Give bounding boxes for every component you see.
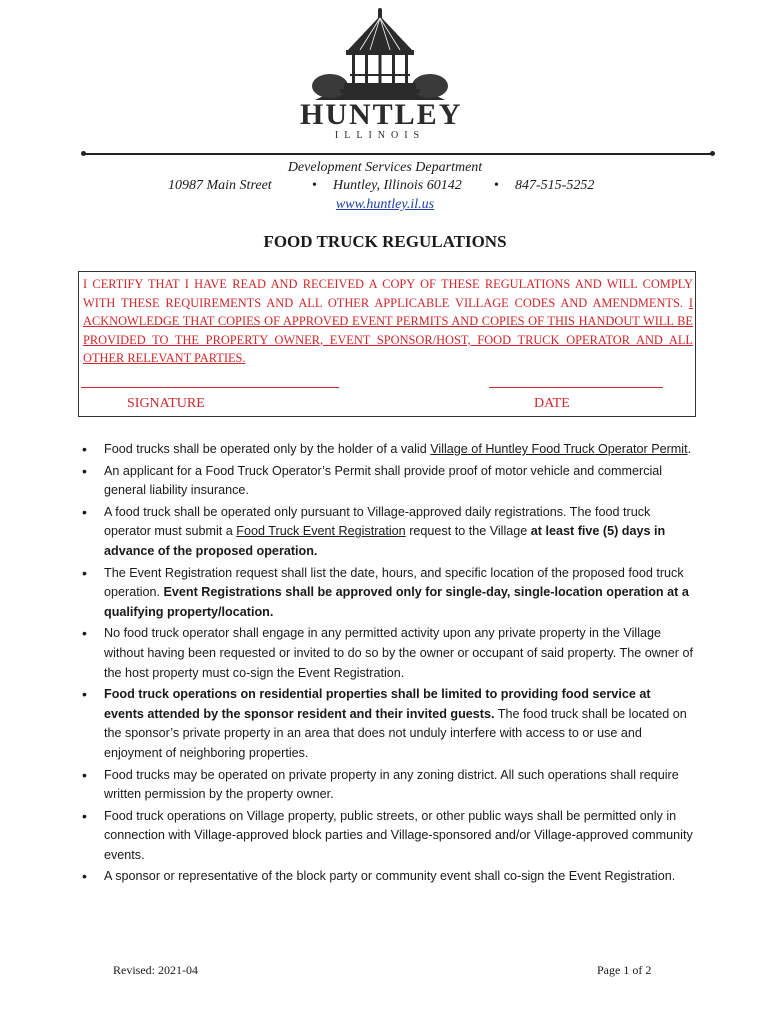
certification-text [83, 275, 693, 368]
signature-line[interactable] [81, 387, 339, 388]
rule-text: A food truck shall be operated only pursuant to Village-approved daily registrations. The food truck operator must submit a [104, 504, 651, 539]
rule-text: Food trucks may be operated on private property in any zoning district. All such operations shall require written permission by the property owner. [104, 767, 679, 802]
rule-text: . [687, 442, 692, 456]
page-title: FOOD TRUCK REGULATIONS [263, 232, 507, 251]
acknowledgement-statement: I ACKNOWLEDGE THAT COPIES OF APPROVED EVENT PERMITS AND COPIES OF THIS HANDOUT WILL BE PROVIDED TO THE PROPERTY OWNER, EVENT SPONSOR/HOST, FOOD TRUCK OPERATOR AND ALL OTHER RELEVANT PARTIES. [83, 295, 693, 365]
rule-emphasis: Event Registrations shall be approved only for single-day, single-location operation at a qualifying property/location. [104, 585, 689, 619]
list-item [78, 766, 693, 805]
city-address: Huntley, Illinois 60142 [333, 178, 462, 193]
street-address: 10987 Main Street [168, 178, 272, 193]
rule-emphasis: Food truck operations on residential properties shall be limited to providing food service at events attended by the sponsor resident and their invited guests. [104, 687, 651, 721]
list-item [78, 867, 693, 887]
phone-number: 847-515-5252 [515, 178, 595, 193]
rule-text: The Event Registration request shall list the date, hours, and specific location of the proposed food truck operation. [104, 565, 684, 600]
header-divider [83, 153, 713, 155]
logo-subtitle: ILLINOIS [334, 130, 426, 141]
certification-statement: I CERTIFY THAT I HAVE READ AND RECEIVED A COPY OF THESE REGULATIONS AND WILL COMPLY WITH THESE REQUIREMENTS AND ALL OTHER APPLICABLE VILLAGE CODES AND AMENDMENTS. [83, 277, 693, 310]
list-item [78, 462, 693, 501]
operator-permit-link[interactable]: Village of Huntley Food Truck Operator Permit [430, 442, 688, 456]
gazebo-logo-icon [300, 8, 460, 108]
separator-dot: • [312, 178, 317, 193]
separator-dot: • [494, 178, 499, 193]
list-item [78, 440, 693, 460]
list-item [78, 624, 693, 683]
rule-text: No food truck operator shall engage in any permitted activity upon any private property in the Village without having been requested or invited to do so by the owner or occupant of said property. The owner of the host property must co-sign the Event Registration. [104, 626, 694, 680]
list-item [78, 807, 693, 866]
event-registration-link[interactable]: Food Truck Event Registration [236, 524, 406, 539]
huntley-logo [300, 8, 463, 141]
page-number: Page 1 of 2 [597, 963, 652, 977]
date-line[interactable] [489, 387, 663, 388]
department-name: Development Services Department [287, 160, 483, 175]
regulations-list [78, 440, 693, 889]
rule-text: Food truck operations on Village property, public streets, or other public ways shall be permitted only in connection with Village-approved block parties and Village-sponsored and/or Village-approved community events. [104, 808, 693, 862]
certification-box [78, 271, 696, 417]
rule-emphasis: at least five (5) days in advance of the proposed operation. [104, 524, 666, 558]
rule-text: request to the Village [405, 524, 531, 539]
list-item [78, 564, 693, 623]
rule-text: The food truck shall be located on the sponsor’s private property in an area that does not unduly interfere with access to or use and enjoyment of neighboring properties. [104, 706, 687, 760]
website-link[interactable]: www.huntley.il.us [335, 197, 435, 212]
list-item [78, 685, 693, 763]
rule-text: Food trucks shall be operated only by the holder of a valid [104, 442, 431, 456]
signature-label: SIGNATURE [127, 396, 205, 411]
list-item [78, 503, 693, 562]
rule-text: An applicant for a Food Truck Operator’s Permit shall provide proof of motor vehicle and commercial general liability insurance. [104, 463, 663, 498]
logo-name: HUNTLEY [300, 98, 463, 131]
date-label: DATE [534, 396, 570, 411]
revision-date: Revised: 2021-04 [113, 963, 198, 977]
rule-text: A sponsor or representative of the block party or community event shall co-sign the Event Registration. [104, 869, 676, 884]
